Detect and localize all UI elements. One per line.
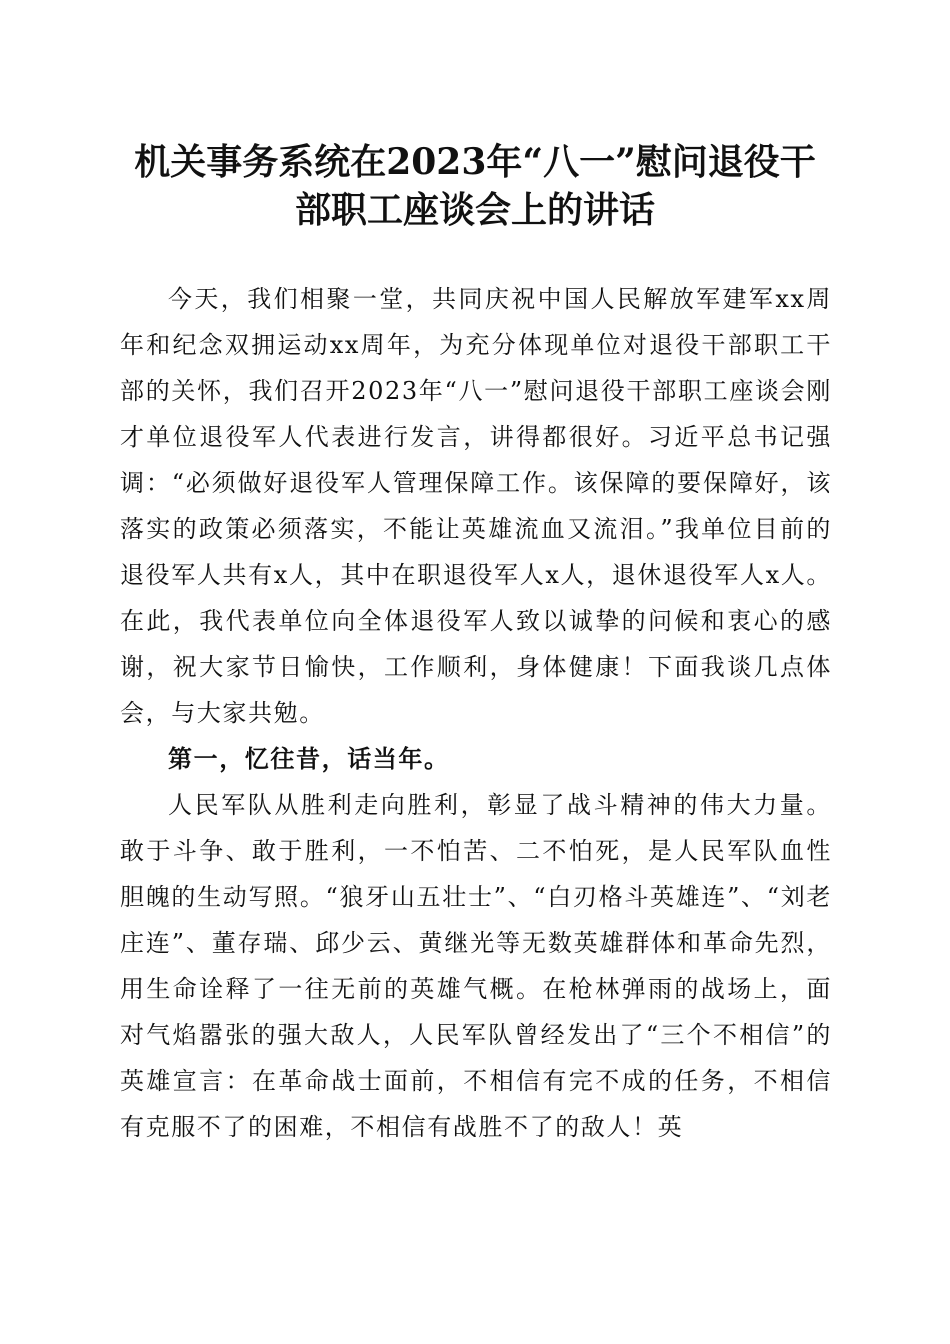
document-body — [120, 276, 832, 1150]
section-heading-first: 第一，忆往昔，话当年。 — [168, 744, 450, 773]
title-line-2: 部职工座谈会上的讲话 — [294, 189, 655, 231]
title-line-1: 机关事务系统在2023年“八一”慰问退役干 — [134, 141, 816, 183]
paragraph-opening: 今天，我们相聚一堂，共同庆祝中国人民解放军建军xx周年和纪念双拥运动xx周年，为充分体现单位对退役干部职工干部的关怀，我们召开2023年“八一”慰问退役干部职工座谈会刚才单位退役军人代表进行发言，讲得都很好。习近平总书记强调：“必须做好退役军人管理保障工作。该保障的要保障好，该落实的政策必须落实，不能让英雄流血又流泪。”我单位目前的退役军人共有x人，其中在职退役军人x人，退休退役军人x人。在此，我代表单位向全体退役军人致以诚挚的问候和衷心的感谢，祝大家节日愉快，工作顺利，身体健康！下面我谈几点体会，与大家共勉。 — [120, 285, 832, 727]
paragraph-history: 人民军队从胜利走向胜利，彰显了战斗精神的伟大力量。敢于斗争、敢于胜利，一不怕苦、二不怕死，是人民军队血性胆魄的生动写照。“狼牙山五壮士”、“白刃格斗英雄连”、“刘老庄连”、董存瑞、邱少云、黄继光等无数英雄群体和革命先烈，用生命诠释了一往无前的英雄气概。在枪林弹雨的战场上，面对气焰嚣张的强大敌人，人民军队曾经发出了“三个不相信”的英雄宣言：在革命战士面前，不相信有完不成的任务，不相信有克服不了的困难，不相信有战胜不了的敌人！英 — [120, 791, 832, 1141]
document-title — [110, 138, 840, 234]
